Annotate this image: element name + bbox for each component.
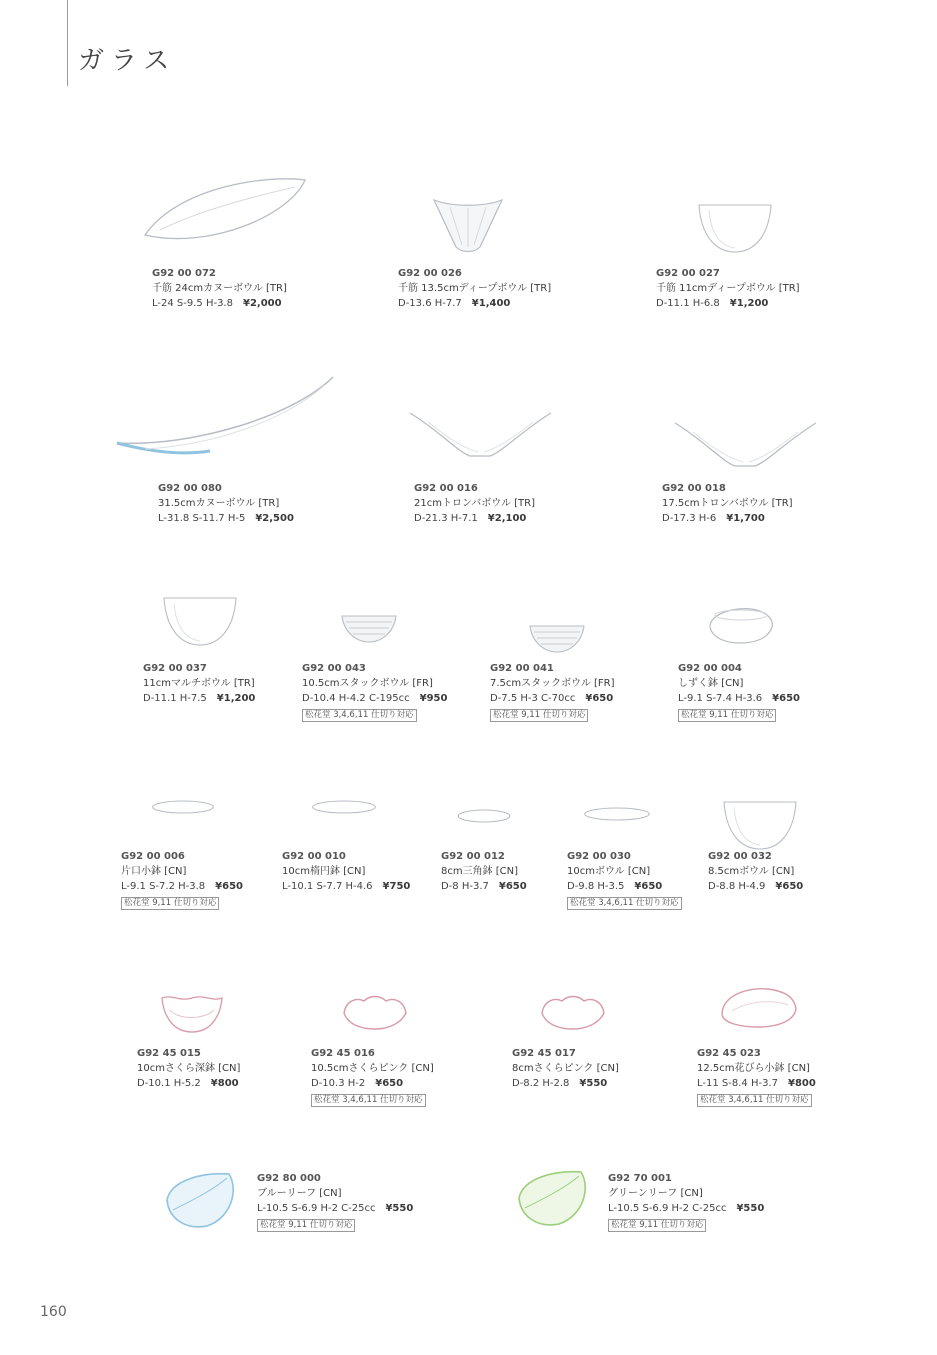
- product-info: [608, 1171, 764, 1232]
- product-code: G92 00 072: [152, 268, 216, 279]
- product-code: G92 00 006: [121, 851, 185, 862]
- product-name: 12.5cm花びら小鉢 [CN]: [697, 1063, 810, 1074]
- product-info: [512, 1046, 619, 1091]
- product-dimensions: L-10.5 S-6.9 H-2 C-25cc: [257, 1203, 376, 1214]
- product-name: 11cmマルチボウル [TR]: [143, 678, 255, 689]
- product-price: ¥2,000: [242, 298, 282, 309]
- product-price: ¥650: [775, 881, 804, 892]
- product-code: G92 70 001: [608, 1173, 672, 1184]
- partition-badge: 松花堂 3,4,6,11 仕切り対応: [697, 1094, 812, 1107]
- product-name: しずく鉢 [CN]: [678, 678, 744, 689]
- product-price: ¥1,700: [726, 513, 765, 524]
- product-price: ¥650: [634, 881, 663, 892]
- product-name: 千筋 13.5cmディープボウル [TR]: [398, 283, 552, 294]
- product-name: 21cmトロンバボウル [TR]: [414, 498, 536, 509]
- product-dimensions: D-7.5 H-3 C-70cc: [490, 693, 576, 704]
- product-code: G92 00 041: [490, 663, 554, 674]
- product-name: 千筋 11cmディープボウル [TR]: [656, 283, 800, 294]
- product-code: G92 45 023: [697, 1048, 761, 1059]
- product-code: G92 00 030: [567, 851, 631, 862]
- product-dimensions: D-8 H-3.7: [441, 881, 489, 892]
- product-name: 10.5cmさくらピンク [CN]: [311, 1063, 434, 1074]
- header-rule: [67, 0, 68, 86]
- product-price: ¥550: [385, 1203, 414, 1214]
- product-dimensions: L-10.5 S-6.9 H-2 C-25cc: [608, 1203, 727, 1214]
- product-code: G92 00 037: [143, 663, 207, 674]
- product-code: G92 00 010: [282, 851, 346, 862]
- product-image: [310, 797, 378, 837]
- product-image: [706, 605, 776, 645]
- product-image: [456, 806, 512, 838]
- product-code: G92 00 043: [302, 663, 366, 674]
- product-info: [152, 266, 287, 311]
- product-info: [662, 481, 793, 526]
- product-info: [708, 849, 803, 894]
- product-info: [441, 849, 527, 894]
- product-image: [538, 995, 600, 1030]
- product-image: [340, 612, 398, 647]
- product-price: ¥1,200: [216, 693, 256, 704]
- product-info: [398, 266, 551, 311]
- product-code: G92 00 004: [678, 663, 742, 674]
- product-code: G92 00 016: [414, 483, 478, 494]
- product-image: [408, 410, 553, 465]
- product-image: [515, 1168, 593, 1230]
- product-name: 10cm楕円鉢 [CN]: [282, 866, 366, 877]
- product-dimensions: D-10.3 H-2: [311, 1078, 366, 1089]
- product-name: 7.5cmスタックボウル [FR]: [490, 678, 615, 689]
- product-image: [718, 985, 798, 1030]
- product-dimensions: D-21.3 H-7.1: [414, 513, 478, 524]
- product-dimensions: D-17.3 H-6: [662, 513, 717, 524]
- product-image: [162, 593, 240, 648]
- product-info: [567, 849, 682, 910]
- partition-badge: 松花堂 9,11 仕切り対応: [490, 709, 588, 722]
- product-name: 8cm三角鉢 [CN]: [441, 866, 519, 877]
- partition-badge: 松花堂 9,11 仕切り対応: [608, 1219, 706, 1232]
- product-price: ¥2,500: [255, 513, 294, 524]
- product-info: [656, 266, 800, 311]
- partition-badge: 松花堂 9,11 仕切り対応: [257, 1219, 355, 1232]
- product-code: G92 00 032: [708, 851, 772, 862]
- product-code: G92 00 080: [158, 483, 222, 494]
- product-dimensions: L-11 S-8.4 H-3.7: [697, 1078, 778, 1089]
- product-price: ¥1,400: [471, 298, 511, 309]
- partition-badge: 松花堂 9,11 仕切り対応: [121, 897, 219, 910]
- product-image: [528, 622, 578, 647]
- product-price: ¥1,200: [729, 298, 769, 309]
- product-code: G92 45 017: [512, 1048, 576, 1059]
- partition-badge: 松花堂 9,11 仕切り対応: [678, 709, 776, 722]
- product-dimensions: D-13.6 H-7.7: [398, 298, 462, 309]
- product-code: G92 00 012: [441, 851, 505, 862]
- product-image: [673, 420, 793, 465]
- product-image: [697, 200, 773, 255]
- product-info: [257, 1171, 413, 1232]
- product-dimensions: L-9.1 S-7.4 H-3.6: [678, 693, 763, 704]
- product-price: ¥550: [736, 1203, 765, 1214]
- product-price: ¥650: [375, 1078, 404, 1089]
- product-price: ¥650: [585, 693, 614, 704]
- product-dimensions: D-8.8 H-4.9: [708, 881, 766, 892]
- product-image: [722, 797, 784, 835]
- product-price: ¥650: [772, 693, 800, 704]
- product-image: [432, 195, 504, 255]
- product-dimensions: L-31.8 S-11.7 H-5: [158, 513, 246, 524]
- product-info: [311, 1046, 434, 1107]
- product-code: G92 45 015: [137, 1048, 201, 1059]
- page-number: 160: [40, 1304, 67, 1320]
- product-code: G92 45 016: [311, 1048, 375, 1059]
- product-code: G92 80 000: [257, 1173, 321, 1184]
- partition-badge: 松花堂 3,4,6,11 仕切り対応: [302, 709, 417, 722]
- product-image: [140, 175, 310, 250]
- product-code: G92 00 018: [662, 483, 726, 494]
- product-image: [150, 797, 216, 837]
- product-info: [137, 1046, 240, 1091]
- product-image: [158, 990, 226, 1035]
- product-image: [115, 375, 335, 460]
- product-name: グリーンリーフ [CN]: [608, 1188, 703, 1199]
- product-name: 10.5cmスタックボウル [FR]: [302, 678, 433, 689]
- product-price: ¥950: [419, 693, 448, 704]
- product-price: ¥750: [382, 881, 411, 892]
- product-price: ¥550: [579, 1078, 608, 1089]
- product-code: G92 00 027: [656, 268, 720, 279]
- product-dimensions: L-9.1 S-7.2 H-3.8: [121, 881, 206, 892]
- product-price: ¥800: [210, 1078, 239, 1089]
- product-name: 10cmボウル [CN]: [567, 866, 651, 877]
- product-dimensions: D-10.1 H-5.2: [137, 1078, 201, 1089]
- product-name: 8.5cmボウル [CN]: [708, 866, 795, 877]
- product-image: [163, 1170, 241, 1232]
- product-price: ¥800: [787, 1078, 816, 1089]
- section-title: ガラス: [78, 46, 177, 76]
- product-code: G92 00 026: [398, 268, 462, 279]
- product-dimensions: L-10.1 S-7.7 H-4.6: [282, 881, 373, 892]
- product-dimensions: D-8.2 H-2.8: [512, 1078, 570, 1089]
- product-image: [340, 995, 410, 1030]
- product-info: [302, 661, 447, 722]
- product-dimensions: L-24 S-9.5 H-3.8: [152, 298, 233, 309]
- product-info: [490, 661, 615, 722]
- product-info: [121, 849, 243, 910]
- product-price: ¥2,100: [487, 513, 527, 524]
- product-name: 17.5cmトロンバボウル [TR]: [662, 498, 793, 509]
- product-info: [158, 481, 294, 526]
- partition-badge: 松花堂 3,4,6,11 仕切り対応: [567, 897, 682, 910]
- product-price: ¥650: [215, 881, 243, 892]
- product-dimensions: D-11.1 H-7.5: [143, 693, 207, 704]
- product-price: ¥650: [498, 881, 527, 892]
- product-name: 10cmさくら深鉢 [CN]: [137, 1063, 241, 1074]
- partition-badge: 松花堂 3,4,6,11 仕切り対応: [311, 1094, 426, 1107]
- product-image: [582, 804, 652, 836]
- product-info: [143, 661, 255, 706]
- product-dimensions: D-11.1 H-6.8: [656, 298, 720, 309]
- product-name: ブルーリーフ [CN]: [257, 1188, 342, 1199]
- product-name: 8cmさくらピンク [CN]: [512, 1063, 619, 1074]
- product-info: [282, 849, 410, 894]
- product-name: 31.5cmカヌーボウル [TR]: [158, 498, 280, 509]
- product-info: [414, 481, 535, 526]
- product-dimensions: D-10.4 H-4.2 C-195cc: [302, 693, 410, 704]
- product-name: 千筋 24cmカヌーボウル [TR]: [152, 283, 287, 294]
- product-name: 片口小鉢 [CN]: [121, 866, 187, 877]
- product-info: [678, 661, 800, 722]
- product-dimensions: D-9.8 H-3.5: [567, 881, 625, 892]
- product-info: [697, 1046, 816, 1107]
